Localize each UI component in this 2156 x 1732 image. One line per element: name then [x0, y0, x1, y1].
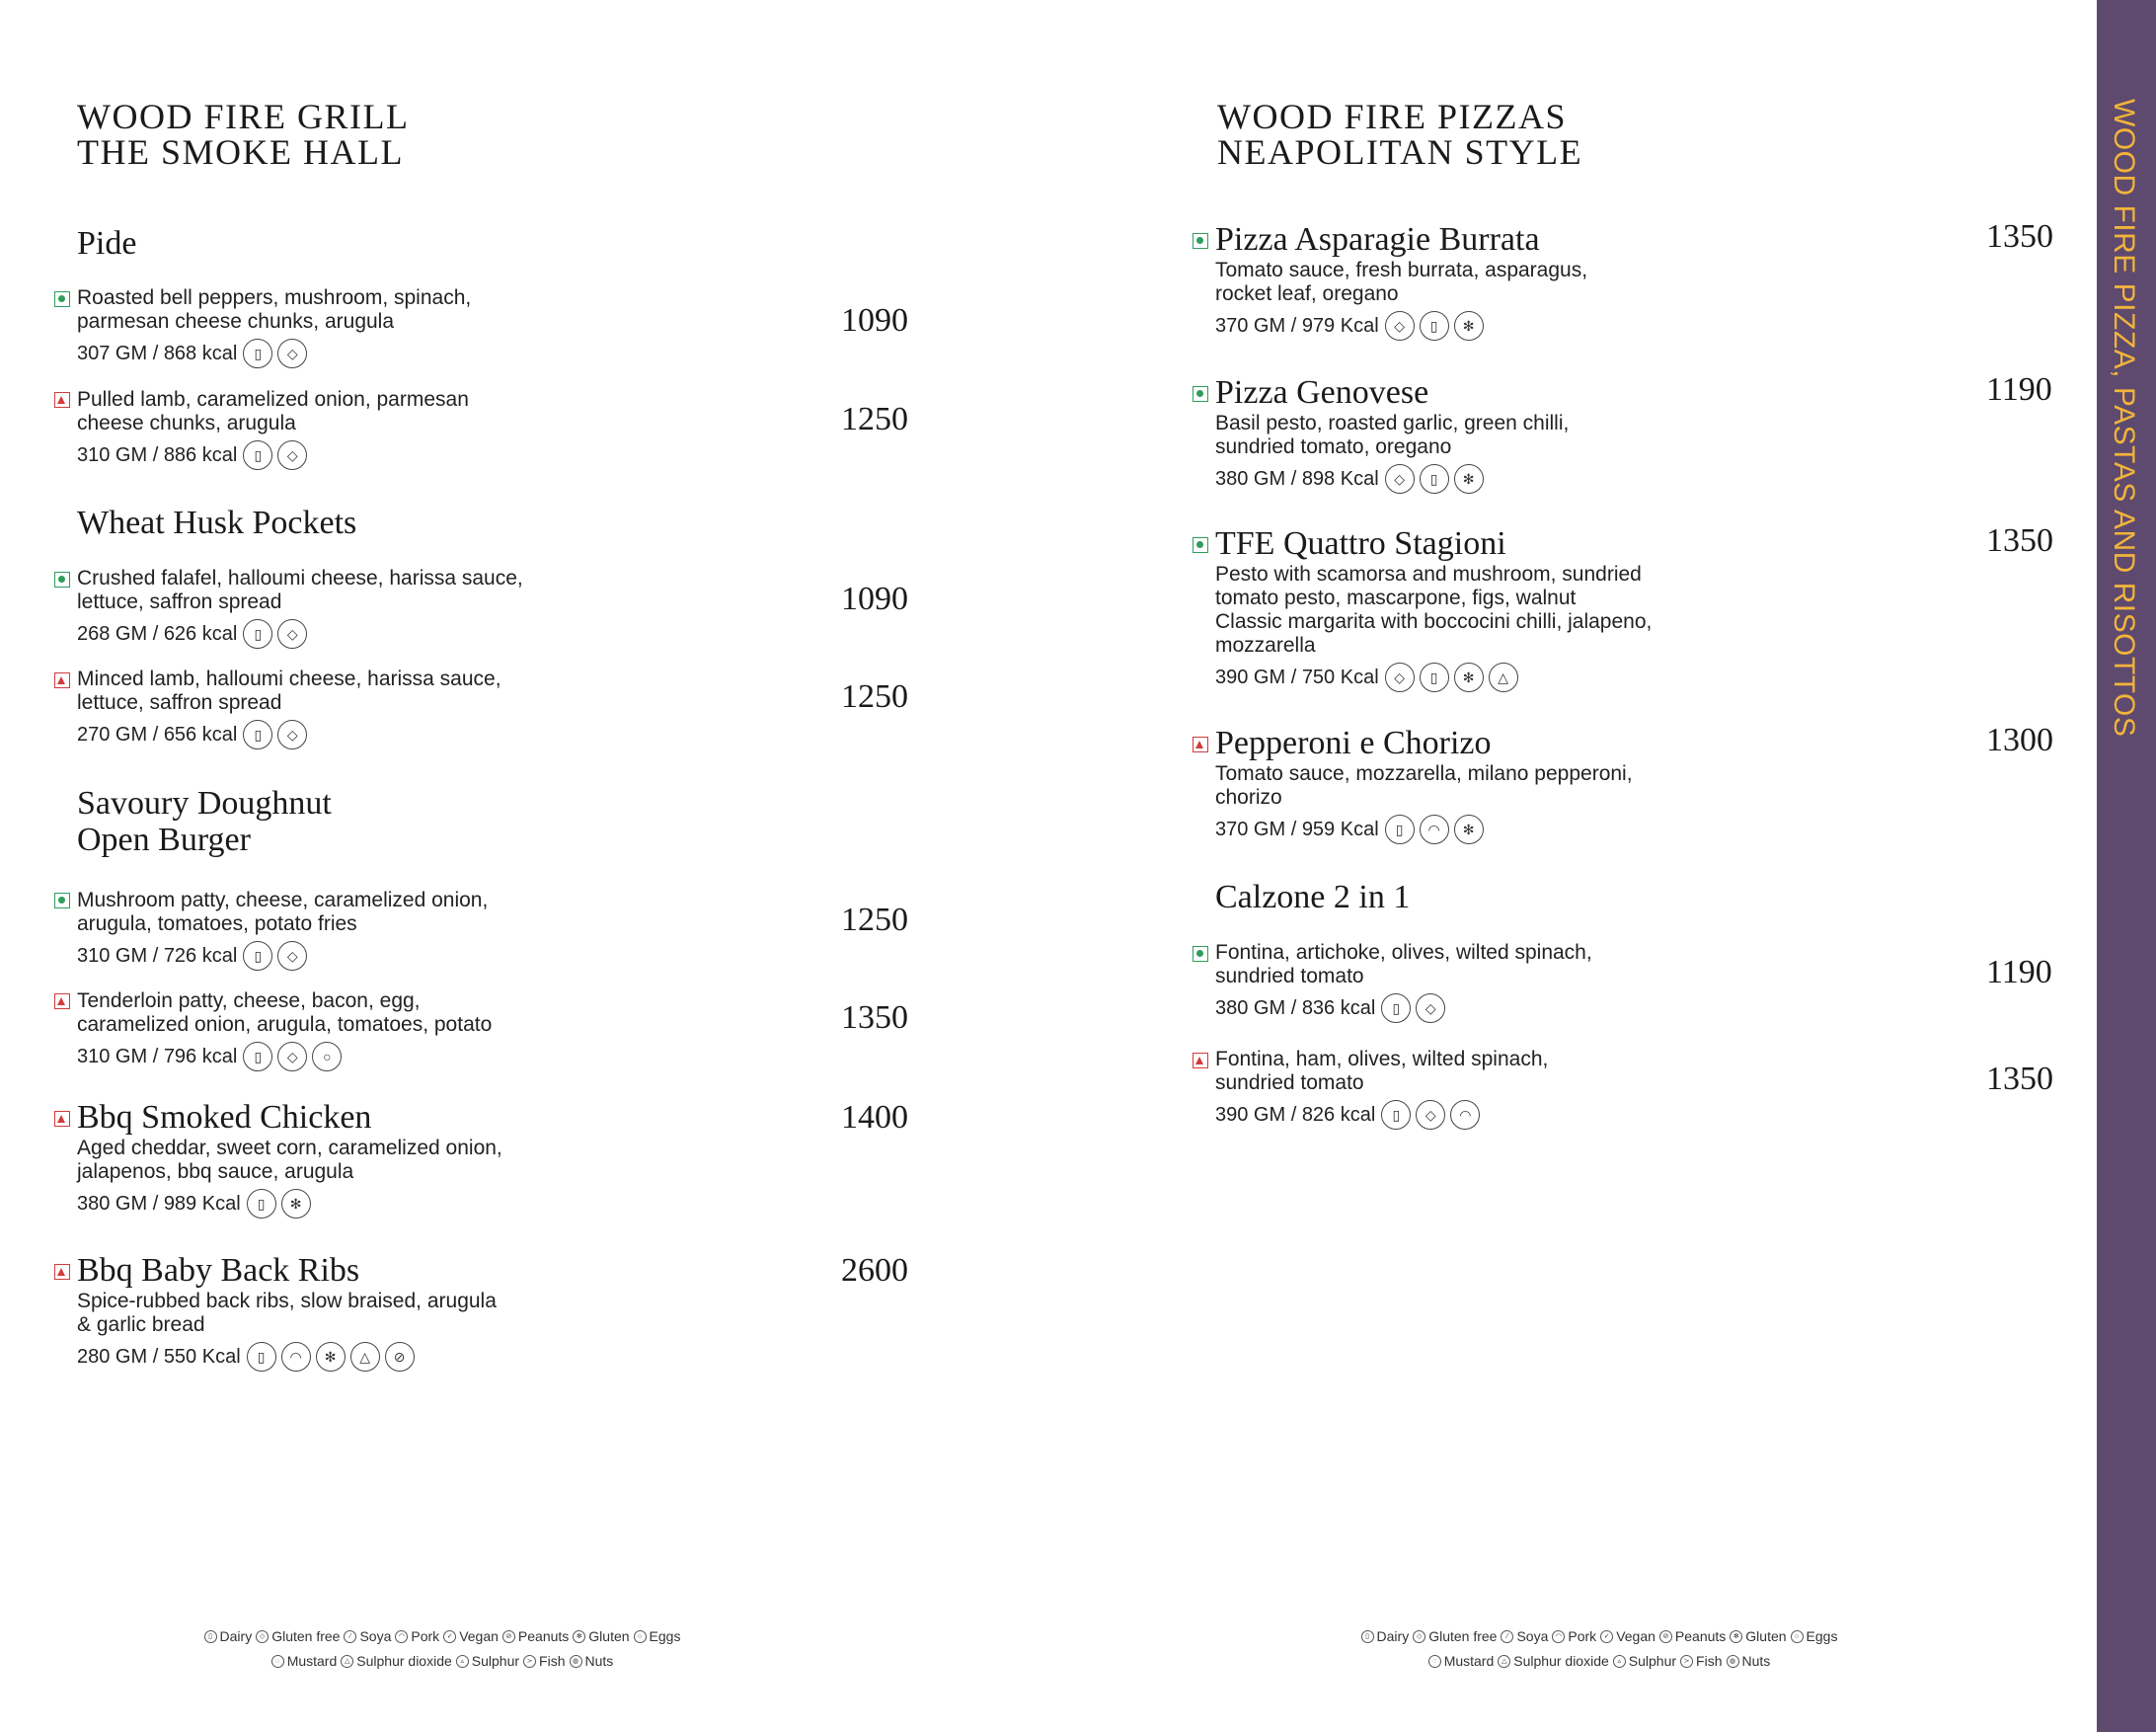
item-weight-kcal: 270 GM / 656 kcal	[77, 724, 238, 746]
menu-item-pizza-pepperoni: Pepperoni e Chorizo Tomato sauce, mozzarella, milano pepperoni, chorizo 370 GM / 959 Kcal ▯ ◠ ✻	[1215, 725, 1633, 844]
menu-item-burger-veg: Mushroom patty, cheese, caramelized onion, arugula, tomatoes, potato fries 310 GM / 726 kcal ▯ ◇	[77, 889, 488, 971]
item-price: 1190	[1986, 371, 2052, 408]
gluten-icon: ✻	[1454, 663, 1484, 692]
dairy-icon: ▯	[1420, 311, 1449, 341]
pork-icon: ◠	[281, 1342, 311, 1372]
menu-item-calzone-veg: Fontina, artichoke, olives, wilted spinach, sundried tomato 380 GM / 836 kcal ▯ ◇	[1215, 941, 1592, 1023]
category-title-burger: Savoury Doughnut Open Burger	[77, 785, 332, 858]
veg-marker-icon	[54, 572, 70, 588]
category-title-pockets: Wheat Husk Pockets	[77, 505, 357, 541]
gluten-icon: ✻	[281, 1189, 311, 1219]
item-price: 1350	[1986, 522, 2053, 559]
soya-icon: ⁄	[344, 1630, 356, 1643]
gluten-free-icon: ◇	[256, 1630, 269, 1643]
gluten-icon: ✻	[1730, 1630, 1742, 1643]
eggs-icon: ○	[1791, 1630, 1804, 1643]
menu-item-pocket-lamb: Minced lamb, halloumi cheese, harissa sauce, lettuce, saffron spread 270 GM / 656 kcal ▯ ◇	[77, 668, 501, 749]
item-weight-kcal: 370 GM / 959 Kcal	[1215, 819, 1379, 840]
veg-marker-icon	[1193, 233, 1208, 249]
item-name: Pizza Asparagie Burrata	[1215, 221, 1540, 258]
item-name: TFE Quattro Stagioni	[1215, 525, 1506, 562]
menu-item-bbq-ribs: Bbq Baby Back Ribs Spice-rubbed back ribs, slow braised, arugula & garlic bread 280 GM / 550 Kcal ▯ ◠ ✻ △ ⊘	[77, 1252, 497, 1372]
item-price: 1190	[1986, 954, 2052, 990]
nonveg-marker-icon	[1193, 1053, 1208, 1068]
sulphur-dioxide-icon: △	[341, 1655, 353, 1668]
eggs-icon: ○	[634, 1630, 647, 1643]
peanuts-icon: ⊘	[1659, 1630, 1672, 1643]
allergen-legend: ▯ Dairy ◇ Gluten free ⁄ Soya ◠ Pork ✓ Vegan ⊘ Peanuts ✻ Gluten ○ Eggs ◌ Mustard △ Sulphur dioxide ▵ Sulphur ≻ Fish ◍ Nuts	[148, 1624, 740, 1674]
item-price: 1400	[841, 1099, 908, 1136]
item-weight-kcal: 310 GM / 796 kcal	[77, 1046, 238, 1067]
item-weight-kcal: 390 GM / 826 kcal	[1215, 1104, 1376, 1126]
veg-marker-icon	[54, 893, 70, 908]
gluten-free-icon: ◇	[1385, 311, 1415, 341]
vegan-icon: ✓	[1600, 1630, 1613, 1643]
item-weight-kcal: 307 GM / 868 kcal	[77, 343, 238, 364]
gluten-free-icon: ◇	[1385, 663, 1415, 692]
nonveg-marker-icon	[54, 1264, 70, 1280]
item-price: 1250	[841, 678, 908, 715]
pork-icon: ◠	[1450, 1100, 1480, 1130]
item-price: 2600	[841, 1252, 908, 1289]
dairy-icon: ▯	[1420, 663, 1449, 692]
gluten-icon: ✻	[1454, 311, 1484, 341]
gluten-icon: ✻	[316, 1342, 346, 1372]
menu-item-pide-lamb: Pulled lamb, caramelized onion, parmesan cheese chunks, arugula 310 GM / 886 kcal ▯ ◇	[77, 388, 469, 470]
pork-icon: ◠	[1420, 815, 1449, 844]
item-name: Bbq Baby Back Ribs	[77, 1252, 360, 1289]
nuts-icon: ◍	[570, 1655, 582, 1668]
gluten-free-icon: ◇	[1416, 993, 1445, 1023]
gluten-icon: ✻	[573, 1630, 585, 1643]
dairy-icon: ▯	[247, 1189, 276, 1219]
dairy-icon: ▯	[204, 1630, 217, 1643]
mustard-icon: ◌	[271, 1655, 284, 1668]
item-weight-kcal: 390 GM / 750 Kcal	[1215, 667, 1379, 688]
mustard-icon: ◌	[1428, 1655, 1441, 1668]
gluten-free-icon: ◇	[277, 339, 307, 368]
veg-marker-icon	[1193, 946, 1208, 962]
item-weight-kcal: 380 GM / 836 kcal	[1215, 997, 1376, 1019]
gluten-free-icon: ◇	[1413, 1630, 1425, 1643]
gluten-free-icon: ◇	[1416, 1100, 1445, 1130]
dairy-icon: ▯	[243, 619, 272, 649]
item-name: Pepperoni e Chorizo	[1215, 725, 1492, 761]
soya-icon: ⁄	[1501, 1630, 1513, 1643]
side-band-title: WOOD FIRE PIZZA, PASTAS AND RISOTTOS	[2108, 99, 2140, 738]
category-title-pide: Pide	[77, 225, 137, 262]
item-name: Pizza Genovese	[1215, 374, 1429, 411]
dairy-icon: ▯	[1361, 1630, 1374, 1643]
nonveg-marker-icon	[1193, 737, 1208, 752]
item-price: 1090	[841, 302, 908, 339]
item-weight-kcal: 268 GM / 626 kcal	[77, 623, 238, 645]
veg-marker-icon	[54, 291, 70, 307]
item-weight-kcal: 370 GM / 979 Kcal	[1215, 315, 1379, 337]
menu-item-calzone-ham: Fontina, ham, olives, wilted spinach, sundried tomato 390 GM / 826 kcal ▯ ◇ ◠	[1215, 1048, 1548, 1130]
gluten-icon: ✻	[1454, 464, 1484, 494]
veg-marker-icon	[1193, 537, 1208, 553]
sulphur-dioxide-icon: △	[1498, 1655, 1510, 1668]
dairy-icon: ▯	[1385, 815, 1415, 844]
sulphur-icon: ▵	[456, 1655, 469, 1668]
item-weight-kcal: 380 GM / 898 Kcal	[1215, 468, 1379, 490]
item-price: 1090	[841, 581, 908, 617]
veg-marker-icon	[1193, 386, 1208, 402]
menu-item-bbq-chicken: Bbq Smoked Chicken Aged cheddar, sweet corn, caramelized onion, jalapenos, bbq sauce, arugula 380 GM / 989 Kcal ▯ ✻	[77, 1099, 502, 1219]
eggs-icon: ○	[312, 1042, 342, 1071]
dairy-icon: ▯	[243, 440, 272, 470]
dairy-icon: ▯	[1381, 993, 1411, 1023]
dairy-icon: ▯	[243, 339, 272, 368]
item-price: 1350	[1986, 218, 2053, 255]
item-price: 1250	[841, 902, 908, 938]
item-price: 1300	[1986, 722, 2053, 758]
category-title-calzone: Calzone 2 in 1	[1215, 879, 1411, 915]
gluten-free-icon: ◇	[277, 619, 307, 649]
item-weight-kcal: 280 GM / 550 Kcal	[77, 1346, 241, 1368]
pork-icon: ◠	[395, 1630, 408, 1643]
gluten-free-icon: ◇	[277, 440, 307, 470]
sulphur-dioxide-icon: △	[350, 1342, 380, 1372]
vegan-icon: ✓	[443, 1630, 456, 1643]
side-band	[2097, 0, 2156, 1732]
menu-item-pide-veg: Roasted bell peppers, mushroom, spinach, parmesan cheese chunks, arugula 307 GM / 868 kcal ▯ ◇	[77, 286, 471, 368]
menu-item-pizza-genovese: Pizza Genovese Basil pesto, roasted garlic, green chilli, sundried tomato, oregano 380 GM / 898 Kcal ◇ ▯ ✻	[1215, 374, 1569, 494]
nuts-icon: ◍	[1727, 1655, 1739, 1668]
dairy-icon: ▯	[1420, 464, 1449, 494]
item-price: 1350	[841, 999, 908, 1036]
sulphur-dioxide-icon: △	[1489, 663, 1518, 692]
gluten-free-icon: ◇	[277, 1042, 307, 1071]
gluten-free-icon: ◇	[1385, 464, 1415, 494]
section-title-pizzas: WOOD FIRE PIZZAS NEAPOLITAN STYLE	[1217, 97, 1583, 172]
dairy-icon: ▯	[243, 720, 272, 749]
allergen-legend: ▯ Dairy ◇ Gluten free ⁄ Soya ◠ Pork ✓ Vegan ⊘ Peanuts ✻ Gluten ○ Eggs ◌ Mustard △ Sulphur dioxide ▵ Sulphur ≻ Fish ◍ Nuts	[1305, 1624, 1897, 1674]
pork-icon: ◠	[1552, 1630, 1565, 1643]
item-price: 1350	[1986, 1061, 2053, 1097]
item-name: Bbq Smoked Chicken	[77, 1099, 372, 1136]
section-title-grill: WOOD FIRE GRILL THE SMOKE HALL	[77, 97, 410, 172]
gluten-icon: ✻	[1454, 815, 1484, 844]
menu-item-pocket-falafel: Crushed falafel, halloumi cheese, harissa sauce, lettuce, saffron spread 268 GM / 626 kcal ▯ ◇	[77, 567, 523, 649]
dairy-icon: ▯	[1381, 1100, 1411, 1130]
nonveg-marker-icon	[54, 993, 70, 1009]
gluten-free-icon: ◇	[277, 720, 307, 749]
menu-item-pizza-asparagie: Pizza Asparagie Burrata Tomato sauce, fresh burrata, asparagus, rocket leaf, oregano 370 GM / 979 Kcal ◇ ▯ ✻	[1215, 221, 1587, 341]
nonveg-marker-icon	[54, 392, 70, 408]
menu-item-burger-tenderloin: Tenderloin patty, cheese, bacon, egg, caramelized onion, arugula, tomatoes, potato 310 GM / 796 kcal ▯ ◇ ○	[77, 989, 492, 1071]
peanuts-icon: ⊘	[385, 1342, 415, 1372]
item-price: 1250	[841, 401, 908, 437]
item-weight-kcal: 310 GM / 886 kcal	[77, 444, 238, 466]
fish-icon: ≻	[1680, 1655, 1693, 1668]
sulphur-icon: ▵	[1613, 1655, 1626, 1668]
gluten-free-icon: ◇	[277, 941, 307, 971]
peanuts-icon: ⊘	[502, 1630, 515, 1643]
fish-icon: ≻	[523, 1655, 536, 1668]
dairy-icon: ▯	[247, 1342, 276, 1372]
item-weight-kcal: 310 GM / 726 kcal	[77, 945, 238, 967]
nonveg-marker-icon	[54, 1111, 70, 1127]
dairy-icon: ▯	[243, 941, 272, 971]
nonveg-marker-icon	[54, 672, 70, 688]
dairy-icon: ▯	[243, 1042, 272, 1071]
menu-item-pizza-quattro-stagioni: TFE Quattro Stagioni Pesto with scamorsa and mushroom, sundried tomato pesto, mascarpone, figs, walnut Classic margarita with boccocini chilli, jalapeno, mozzarella 390 GM / 750 Kcal ◇ ▯ ✻ △	[1215, 525, 1652, 692]
item-weight-kcal: 380 GM / 989 Kcal	[77, 1193, 241, 1215]
